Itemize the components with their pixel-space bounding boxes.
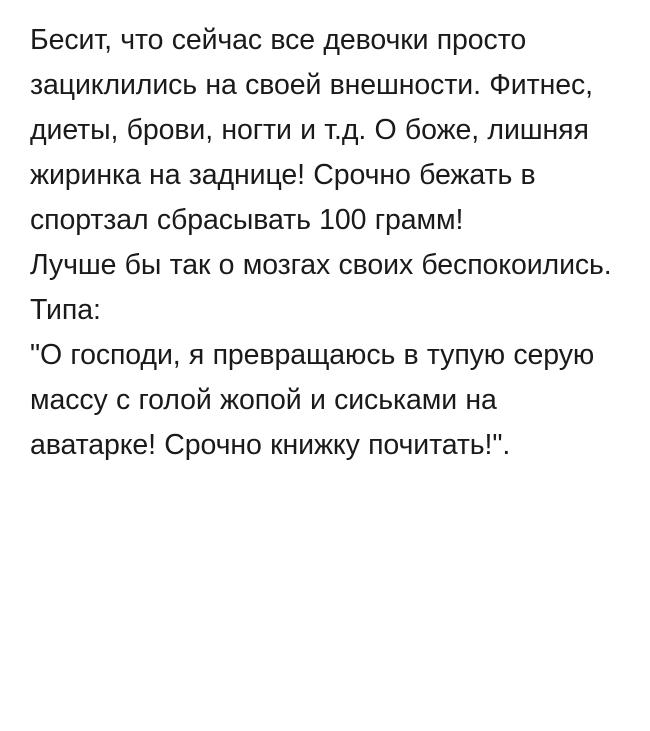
quote-text-block (30, 18, 620, 468)
paragraph-2: Лучше бы так о мозгах своих беспокоились. Типа: (30, 249, 612, 326)
paragraph-3: "О господи, я превращаюсь в тупую серую массу с голой жопой и сиськами на аватарке! Срочно книжку почитать!". (30, 339, 595, 461)
paragraph-1: Бесит, что сейчас все девочки просто зациклились на своей внешности. Фитнес, диеты, брови, ногти и т.д. О боже, лишняя жиринка на заднице! Срочно бежать в спортзал сбрасывать 100 грамм! (30, 24, 593, 236)
